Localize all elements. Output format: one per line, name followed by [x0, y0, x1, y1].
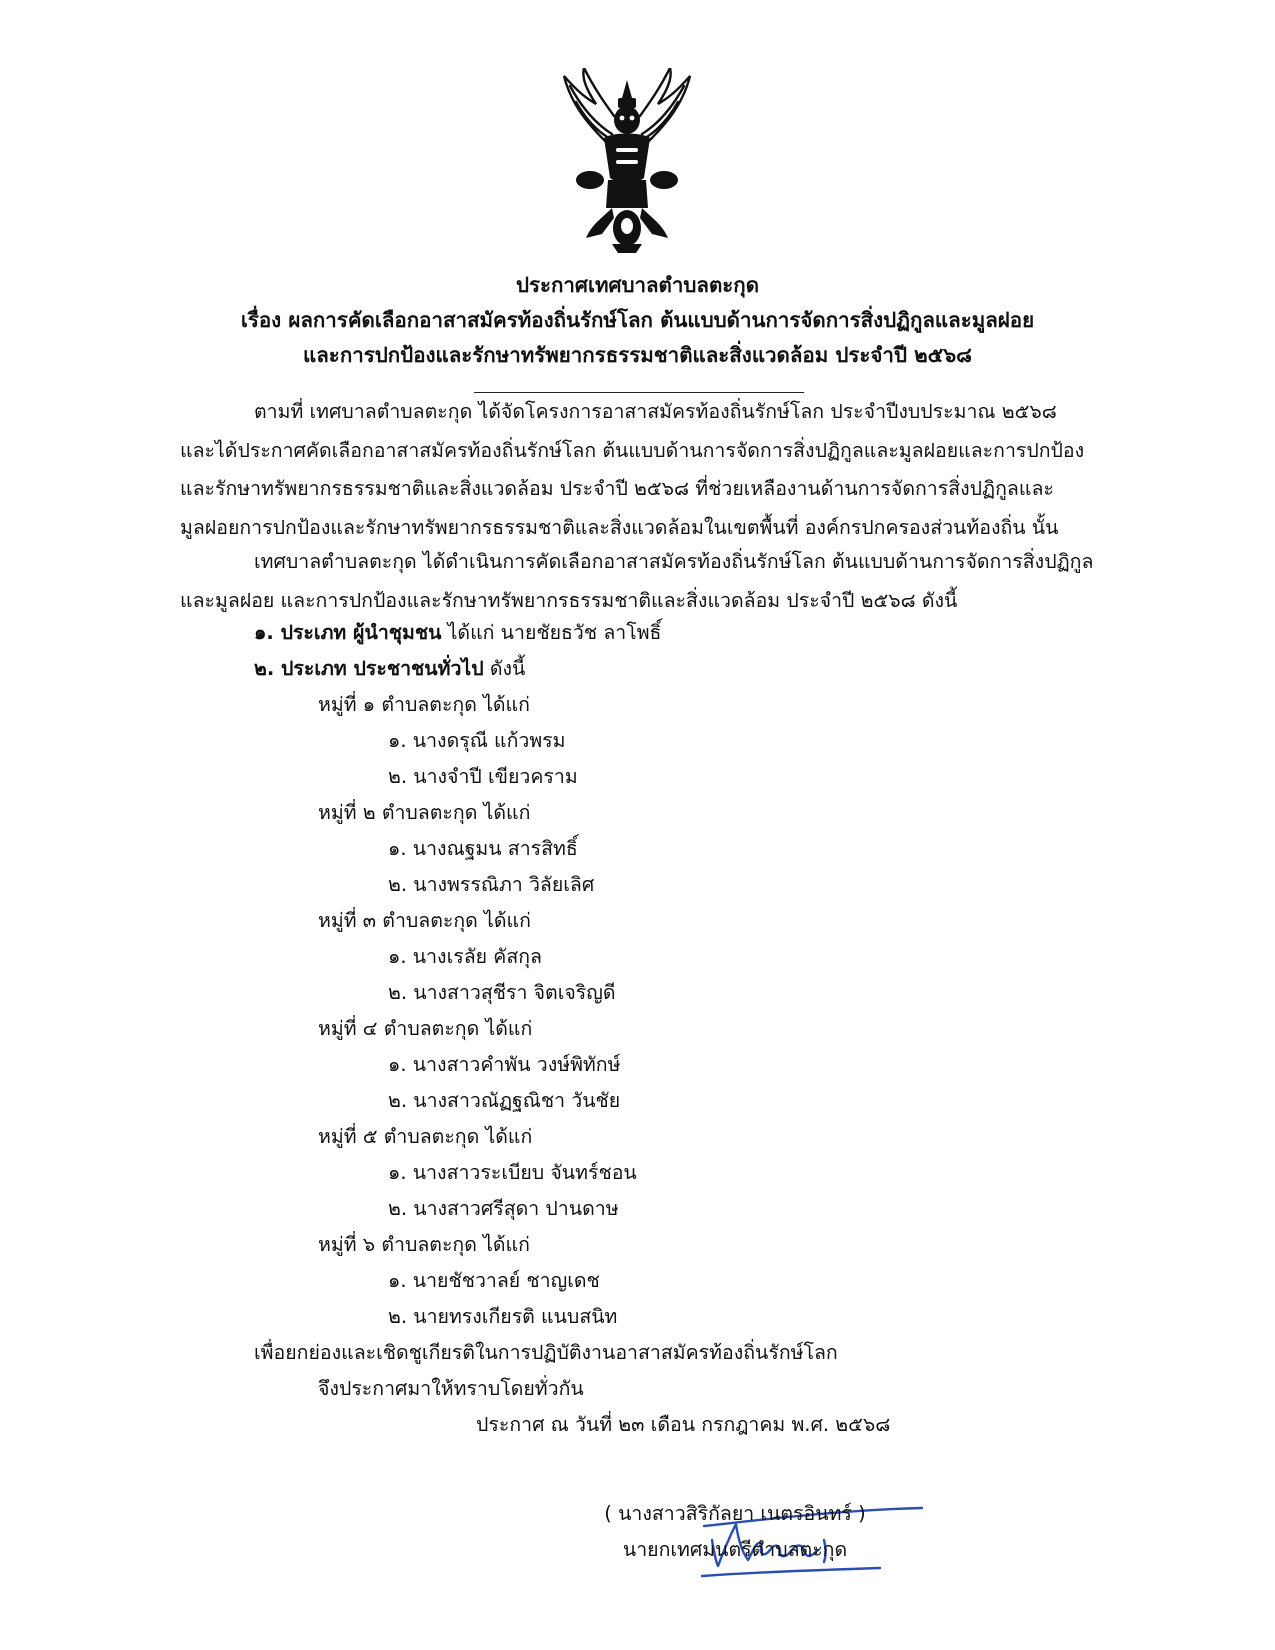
member-name: ๒. นางสาวสุชีรา จิตเจริญดี [388, 981, 616, 1004]
category-general-public [254, 653, 525, 684]
subject-line-2: และการปกป้องและรักษาทรัพยากรธรรมชาติและสิ่งแวดล้อม ประจำปี ๒๕๖๘ [303, 343, 972, 367]
intro-line: มูลฝอยการปกป้องและรักษาทรัพยากรธรรมชาติและสิ่งแวดล้อมในเขตพื้นที่ องค์กรปกครองส่วนท้องถิ่น นั้น [180, 515, 1059, 539]
signatory-name: ( นางสาวสิริกัลยา เนตรอินทร์ ) [604, 1502, 866, 1525]
announcement-header [180, 268, 1095, 373]
village-heading: หมู่ที่ ๒ ตำบลตะกุด ได้แก่ [318, 801, 531, 824]
member-name: ๒. นางสาวณัฏฐณิชา วันชัย [388, 1089, 621, 1112]
category-detail: ได้แก่ นายชัยธวัช ลาโพธิ์ [447, 621, 662, 644]
member-name: ๒. นางจำปี เขียวคราม [388, 765, 578, 788]
category-detail: ดังนี้ [489, 657, 526, 680]
village-heading: หมู่ที่ ๓ ตำบลตะกุด ได้แก่ [318, 909, 531, 932]
intro-line: และรักษาทรัพยากรธรรมชาติและสิ่งแวดล้อม ประจำปี ๒๕๖๘ ที่ช่วยเหลืองานด้านการจัดการสิ่งปฏิกูลและ [180, 477, 1054, 500]
announcement-date: ประกาศ ณ วันที่ ๒๓ เดือน กรกฎาคม พ.ศ. ๒๕๖๘ [476, 1413, 891, 1436]
village-heading: หมู่ที่ ๕ ตำบลตะกุด ได้แก่ [318, 1125, 533, 1148]
intro-paragraph [180, 393, 1130, 547]
announcement-notice: จึงประกาศมาให้ทราบโดยทั่วกัน [318, 1377, 584, 1400]
intro-line: ตามที่ เทศบาลตำบลตะกุด ได้จัดโครงการอาสาสมัครท้องถิ่นรักษ์โลก ประจำปีงบประมาณ ๒๕๖๘ [254, 400, 1057, 423]
member-name: ๑. นางณฐมน สารสิทธิ์ [388, 837, 578, 860]
result-line: เทศบาลตำบลตะกุด ได้ดำเนินการคัดเลือกอาสาสมัครท้องถิ่นรักษ์โลก ต้นแบบด้านการจัดการสิ่งปฏิกูล [254, 550, 1094, 573]
member-name: ๑. นางสาวระเบียบ จันทร์ชอน [388, 1161, 637, 1184]
village-heading: หมู่ที่ ๔ ตำบลตะกุด ได้แก่ [318, 1017, 533, 1040]
subject-line-1: เรื่อง ผลการคัดเลือกอาสาสมัครท้องถิ่นรักษ์โลก ต้นแบบด้านการจัดการสิ่งปฏิกูลและมูลฝอย [240, 308, 1035, 332]
member-name: ๑. นางเรลัย คัสกุล [388, 945, 542, 968]
village-heading: หมู่ที่ ๖ ตำบลตะกุด ได้แก่ [318, 1233, 530, 1256]
member-name: ๒. นางสาวศรีสุดา ปานดาษ [388, 1197, 619, 1220]
category-label: ๒. ประเภท ประชาชนทั่วไป [254, 657, 484, 680]
member-name: ๑. นางดรุณี แก้วพรม [388, 729, 566, 752]
member-name: ๒. นางพรรณิภา วิลัยเลิศ [388, 873, 595, 896]
result-paragraph [180, 543, 1130, 620]
category-label: ๑. ประเภท ผู้นำชุมชน [254, 621, 442, 644]
signatory-position: นายกเทศมนตรีตำบลตะกุด [622, 1538, 848, 1561]
member-name: ๑. นายชัชวาลย์ ชาญเดช [388, 1269, 600, 1292]
closing-statement: เพื่อยกย่องและเชิดชูเกียรติในการปฏิบัติงานอาสาสมัครท้องถิ่นรักษ์โลก [254, 1341, 838, 1364]
result-line: และมูลฝอย และการปกป้องและรักษาทรัพยากรธรรมชาติและสิ่งแวดล้อม ประจำปี ๒๕๖๘ ดังนี้ [180, 588, 958, 612]
village-heading: หมู่ที่ ๑ ตำบลตะกุด ได้แก่ [318, 693, 530, 716]
intro-line: และได้ประกาศคัดเลือกอาสาสมัครท้องถิ่นรักษ์โลก ต้นแบบด้านการจัดการสิ่งปฏิกูลและมูลฝอยและการปกป้อง [180, 438, 1085, 462]
category-community-leader [254, 617, 661, 648]
announcement-title: ประกาศเทศบาลตำบลตะกุด [515, 273, 760, 297]
member-name: ๒. นายทรงเกียรติ แนบสนิท [388, 1305, 618, 1328]
garuda-emblem-icon [552, 68, 702, 253]
member-name: ๑. นางสาวคำพัน วงษ์พิทักษ์ [388, 1053, 621, 1076]
